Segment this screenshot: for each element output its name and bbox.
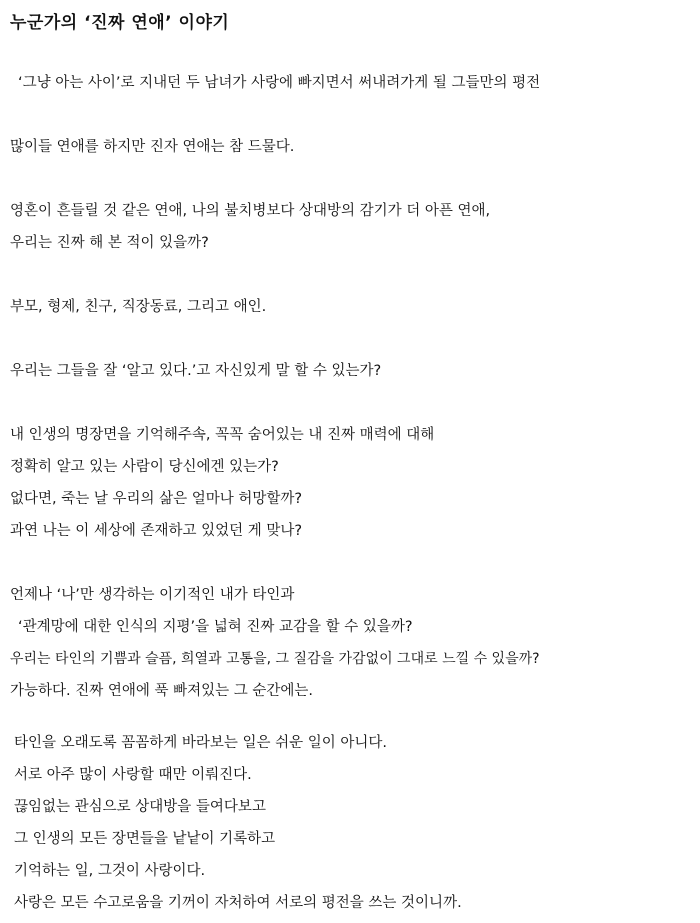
paragraph-line: 끊임없는 관심으로 상대방을 들여다보고 — [14, 799, 266, 815]
paragraph-line: 없다면, 죽는 날 우리의 삶은 얼마나 허망할까? — [10, 491, 303, 507]
paragraph-line: 우리는 진짜 해 본 적이 있을까? — [10, 235, 209, 251]
paragraph-line: 부모, 형제, 친구, 직장동료, 그리고 애인. — [10, 299, 267, 315]
paragraph-line: ‘관계망에 대한 인식의 지평’을 넓혀 진짜 교감을 할 수 있을까? — [18, 619, 413, 635]
paragraph-line: 사랑은 모든 수고로움을 기꺼이 자처하여 서로의 평전을 쓰는 것이니까. — [14, 895, 462, 911]
paragraph-line: 언제나 ‘나’만 생각하는 이기적인 내가 타인과 — [10, 587, 295, 603]
paragraph-line: 내 인생의 명장면을 기억해주속, 꼭꼭 숨어있는 내 진짜 매력에 대해 — [10, 427, 435, 443]
document-title: 누군가의 ‘진짜 연애’ 이야기 — [10, 13, 230, 33]
paragraph-line: 서로 아주 많이 사랑할 때만 이뤄진다. — [14, 767, 252, 783]
paragraph-line: 기억하는 일, 그것이 사랑이다. — [14, 863, 206, 879]
paragraph-line: 우리는 그들을 잘 ‘알고 있다.’고 자신있게 말 할 수 있는가? — [10, 363, 382, 379]
paragraph-line: 그 인생의 모든 장면들을 낱낱이 기록하고 — [14, 831, 276, 847]
paragraph-line: 우리는 타인의 기쁨과 슬픔, 희열과 고통을, 그 질감을 가감없이 그대로 느낄 수 있을까? — [10, 651, 540, 667]
paragraph-line: 과연 나는 이 세상에 존재하고 있었던 게 맞나? — [10, 523, 303, 539]
paragraph-line: 정확히 알고 있는 사람이 당신에겐 있는가? — [10, 459, 279, 475]
paragraph-line: 가능하다. 진짜 연애에 푹 빠져있는 그 순간에는. — [10, 683, 314, 699]
paragraph-line: 타인을 오래도록 꼼꼼하게 바라보는 일은 쉬운 일이 아니다. — [14, 735, 388, 751]
paragraph-line: 많이들 연애를 하지만 진자 연애는 참 드물다. — [10, 139, 295, 155]
paragraph-line: ‘그냥 아는 사이’로 지내던 두 남녀가 사랑에 빠지면서 써내려가게 될 그들만의 평전 — [18, 75, 541, 91]
paragraph-line: 영혼이 흔들릴 것 같은 연애, 나의 불치병보다 상대방의 감기가 더 아픈 연애, — [10, 203, 491, 219]
